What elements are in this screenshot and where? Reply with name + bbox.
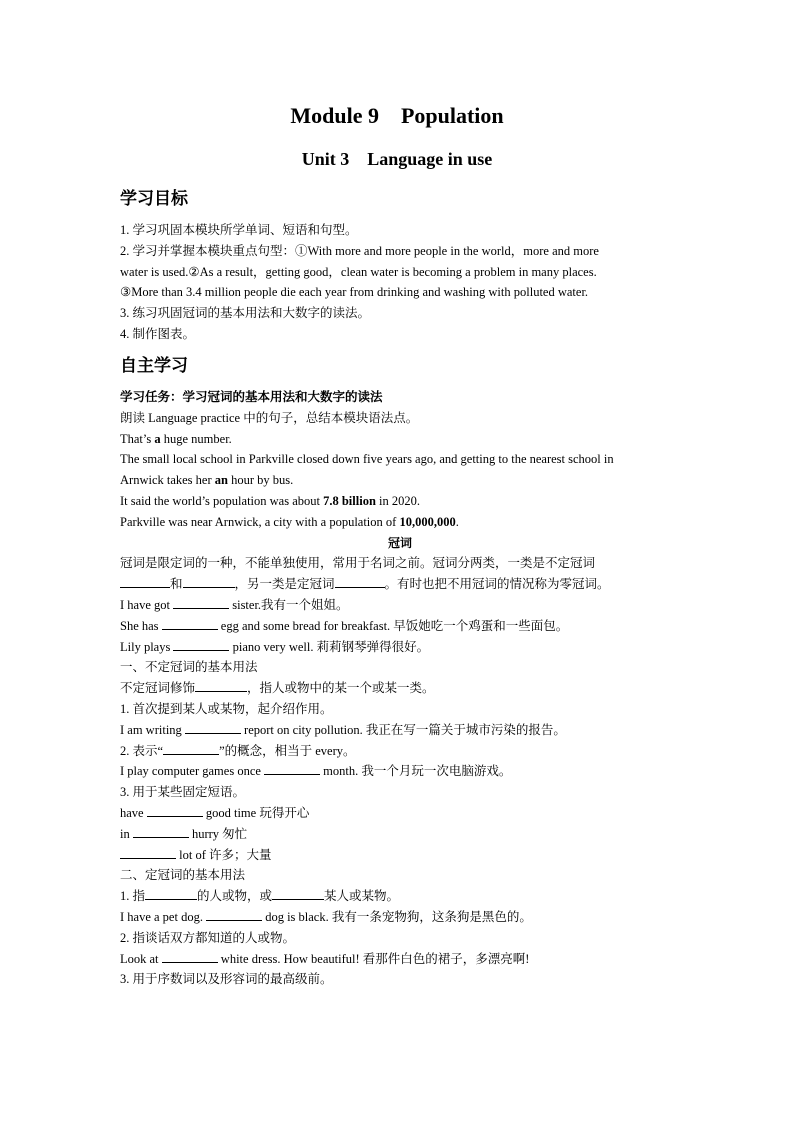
- fill-blank[interactable]: [185, 720, 241, 734]
- exercise-sentence: Look at white dress. How beautiful! 看那件白色的裙子，多漂亮啊!: [120, 949, 680, 970]
- part-heading: 一、不定冠词的基本用法: [120, 660, 258, 675]
- phrase-item: lot of 许多；大量: [120, 845, 680, 866]
- goal-item: 2. 学习并掌握本模块重点句型：①With more and more people in the world，more and more: [120, 243, 599, 258]
- exercise-sentence: I have a pet dog. dog is black. 我有一条宠物狗，这条狗是黑色的。: [120, 907, 680, 928]
- rule-text: 不定冠词修饰 ，指人或物中的某一个或某一类。: [120, 678, 680, 699]
- fill-blank[interactable]: [335, 574, 385, 588]
- goals-heading: 学习目标: [120, 189, 188, 209]
- goals-list: [120, 220, 680, 345]
- self-study-body: [120, 387, 680, 990]
- fill-blank[interactable]: [206, 907, 262, 921]
- article-definition: 和 ，另一类是定冠词 。有时也把不用冠词的情况称为零冠词。: [120, 574, 680, 595]
- self-study-heading: 自主学习: [120, 356, 188, 376]
- goal-item: 1. 学习巩固本模块所学单词、短语和句型。: [120, 223, 358, 237]
- fill-blank[interactable]: [145, 886, 197, 900]
- goal-item: 4. 制作图表。: [120, 326, 196, 341]
- example-sentence: Parkville was near Arnwick, a city with a population of 10,000,000.: [120, 514, 459, 529]
- module-title: Module 9 Population: [290, 103, 504, 128]
- exercise-sentence: She has egg and some bread for breakfast. 早饭她吃一个鸡蛋和一些面包。: [120, 616, 680, 637]
- fill-blank[interactable]: [163, 741, 219, 755]
- articles-title: 冠词: [387, 535, 412, 550]
- part-heading: 二、定冠词的基本用法: [120, 868, 246, 883]
- fill-blank[interactable]: [133, 824, 189, 838]
- phrase-item: have good time 玩得开心: [120, 803, 680, 824]
- exercise-sentence: I am writing report on city pollution. 我正在写一篇关于城市污染的报告。: [120, 720, 680, 741]
- article-definition: 冠词是限定词的一种，不能单独使用，常用于名词之前。冠词分两类，一类是不定冠词: [120, 556, 596, 571]
- study-task: 学习任务：学习冠词的基本用法和大数字的读法: [120, 390, 383, 404]
- example-sentence: That’s a huge number.: [120, 431, 232, 446]
- example-sentence: It said the world’s population was about 7.8 billion in 2020.: [120, 493, 421, 508]
- fill-blank[interactable]: [120, 845, 176, 859]
- goal-item: water is used.②As a result，getting good，clean water is becoming a problem in many places.: [120, 264, 597, 279]
- fill-blank[interactable]: [195, 678, 247, 692]
- exercise-sentence: I play computer games once month. 我一个月玩一次电脑游戏。: [120, 761, 680, 782]
- unit-subtitle: Unit 3 Language in use: [301, 149, 493, 169]
- fill-blank[interactable]: [147, 803, 203, 817]
- goal-item: 3. 练习巩固冠词的基本用法和大数字的读法。: [120, 306, 371, 321]
- rule-text: 1. 指 的人或物，或 某人或某物。: [120, 886, 680, 907]
- rule-text: 3. 用于序数词以及形容词的最高级前。: [120, 972, 333, 987]
- fill-blank[interactable]: [272, 886, 324, 900]
- example-sentence: The small local school in Parkville closed down five years ago, and getting to the nearest school in: [120, 452, 614, 467]
- fill-blank[interactable]: [264, 761, 320, 775]
- fill-blank[interactable]: [173, 595, 229, 609]
- phrase-item: in hurry 匆忙: [120, 824, 680, 845]
- rule-text: 1. 首次提到某人或某物，起介绍作用。: [120, 701, 333, 716]
- exercise-sentence: Lily plays piano very well. 莉莉钢琴弹得很好。: [120, 637, 680, 658]
- rule-text: 2. 指谈话双方都知道的人或物。: [120, 930, 296, 945]
- rule-text: 2. 表示“ ”的概念，相当于 every。: [120, 741, 680, 762]
- fill-blank[interactable]: [162, 949, 218, 963]
- fill-blank[interactable]: [183, 574, 235, 588]
- fill-blank[interactable]: [162, 616, 218, 630]
- goal-item: ③More than 3.4 million people die each year from drinking and washing with polluted water.: [120, 285, 589, 300]
- example-sentence: Arnwick takes her an hour by bus.: [120, 473, 294, 488]
- fill-blank[interactable]: [120, 574, 170, 588]
- rule-text: 3. 用于某些固定短语。: [120, 785, 246, 800]
- fill-blank[interactable]: [173, 637, 229, 651]
- exercise-sentence: I have got sister.我有一个姐姐。: [120, 595, 680, 616]
- study-intro: 朗读 Language practice 中的句子，总结本模块语法点。: [120, 410, 419, 425]
